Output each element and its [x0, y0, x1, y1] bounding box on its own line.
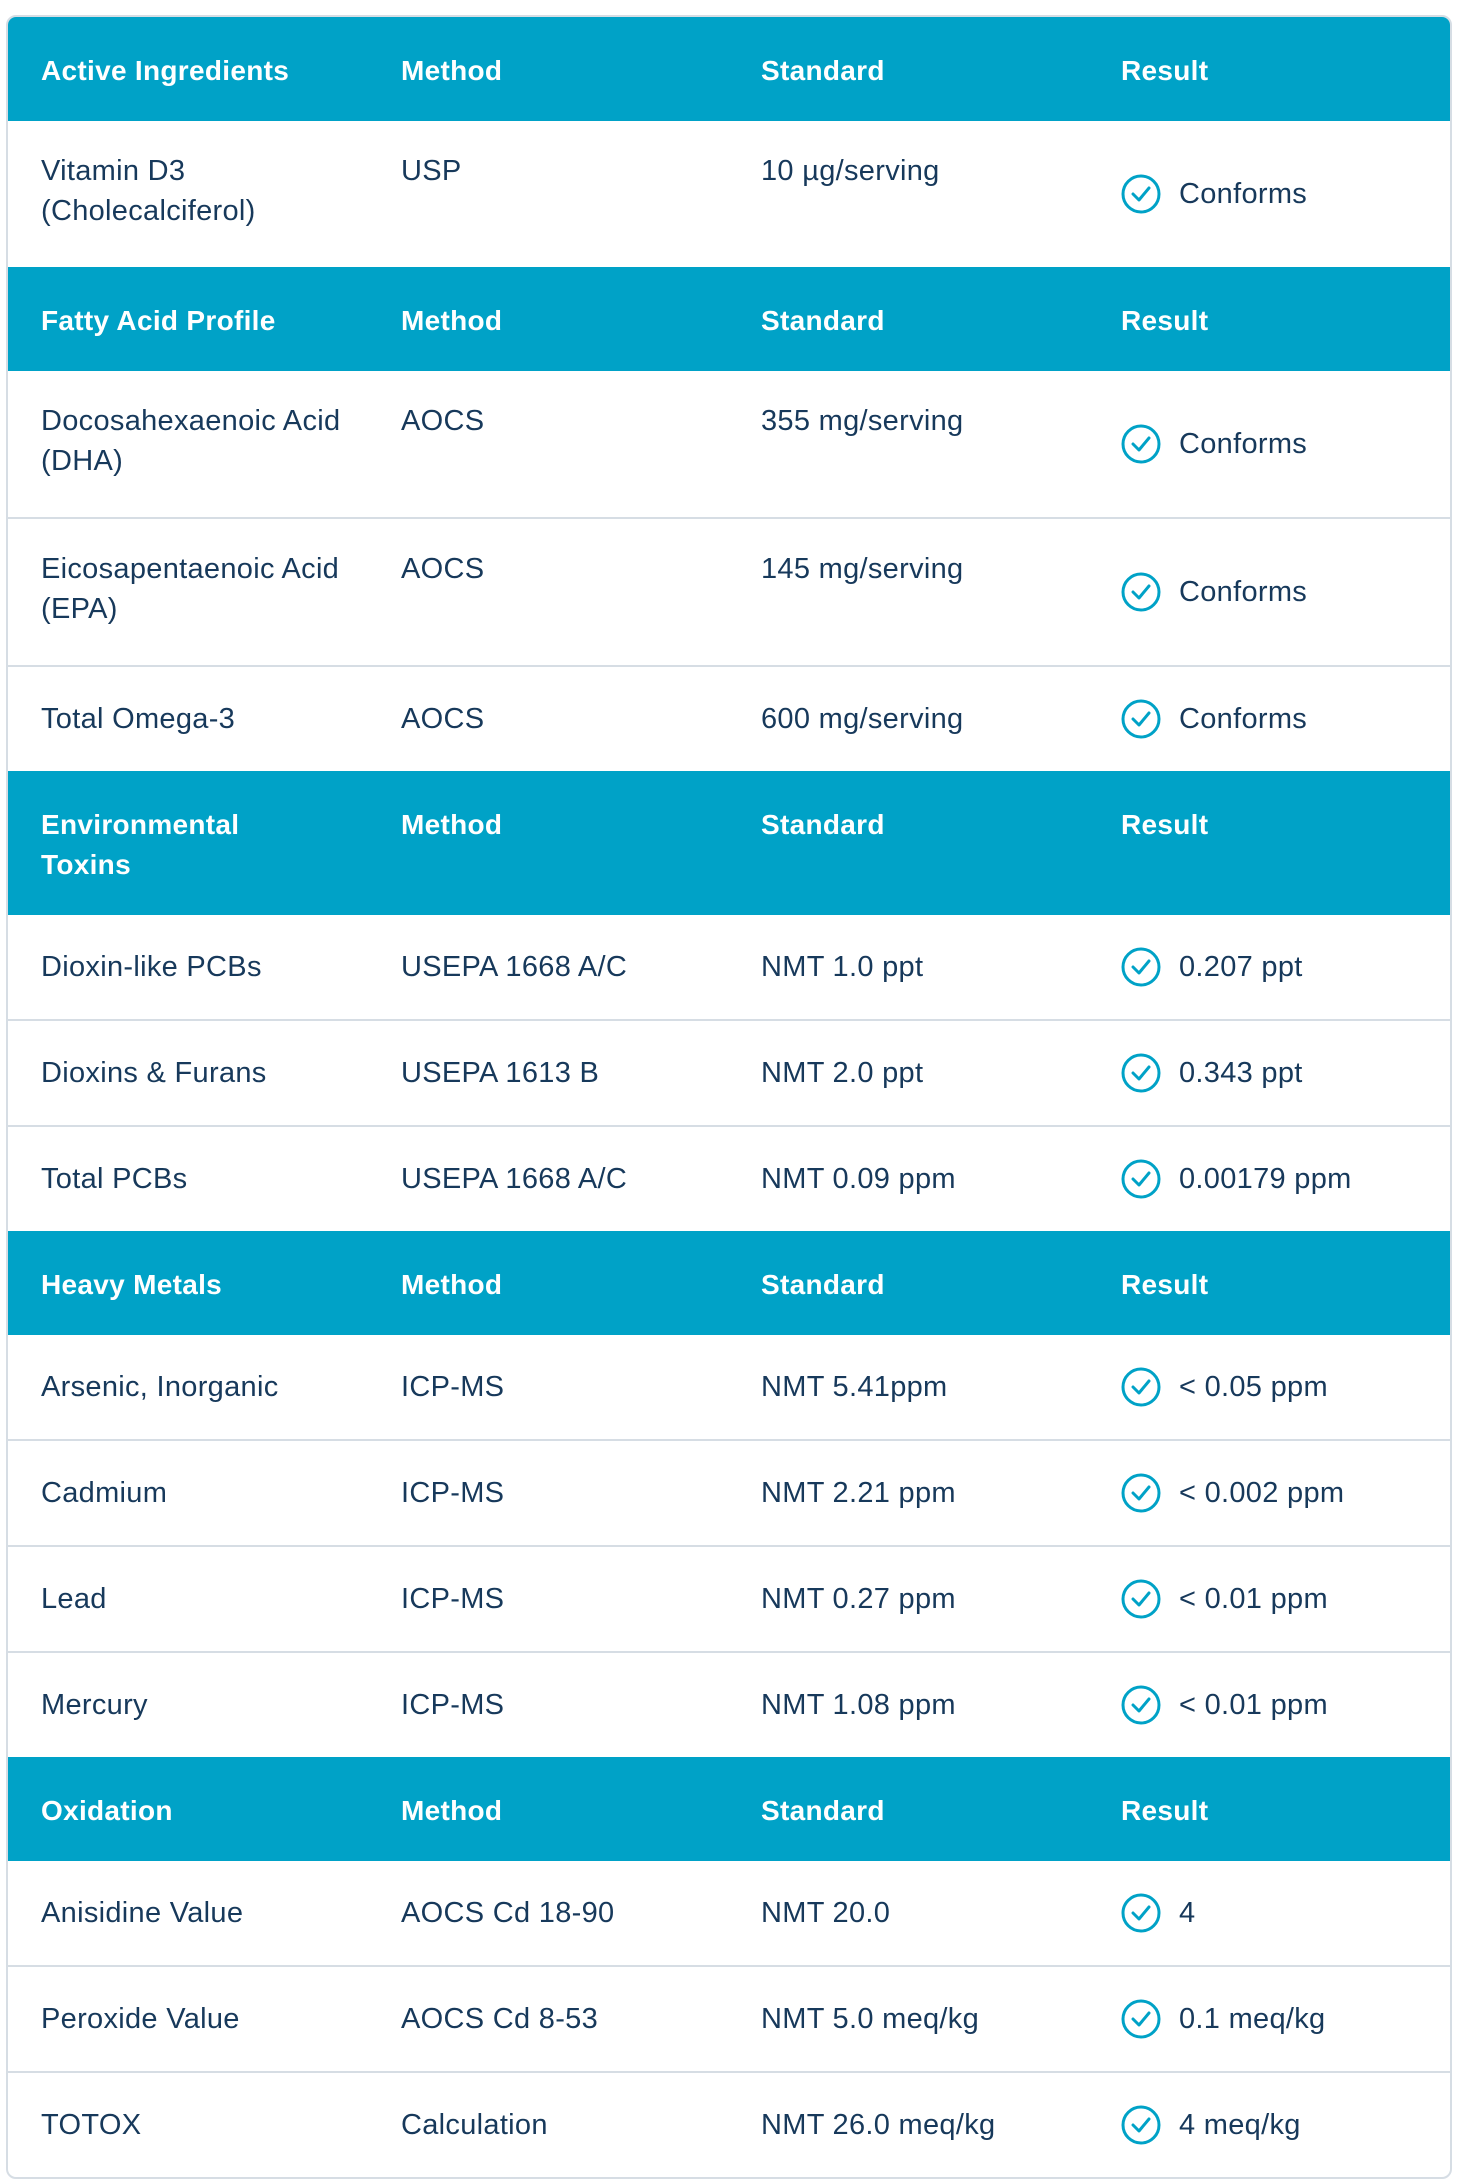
result-cell [1088, 121, 1450, 267]
result-value: 0.207 ppt [1179, 951, 1303, 983]
standard-value: NMT 1.08 ppm [761, 1689, 956, 1721]
column-header-method: Method [401, 809, 503, 840]
check-circle-icon [1121, 1893, 1161, 1933]
table-row [8, 371, 1450, 517]
standard-value: NMT 26.0 meq/kg [761, 2109, 996, 2141]
table-row [8, 1861, 1450, 1965]
method-value: AOCS [401, 703, 485, 735]
check-circle-icon [1121, 2105, 1161, 2145]
column-header-method: Method [401, 305, 503, 336]
result-value: < 0.05 ppm [1179, 1371, 1328, 1403]
table-row [8, 915, 1450, 1019]
column-header-method: Method [401, 1795, 503, 1826]
method-value: Calculation [401, 2109, 548, 2141]
result-cell [1088, 1685, 1450, 1725]
ingredient-name: Peroxide Value [41, 2003, 240, 2035]
result-value: 0.1 meq/kg [1179, 2003, 1326, 2035]
method-value: USEPA 1613 B [401, 1057, 600, 1089]
method-value: ICP-MS [401, 1371, 505, 1403]
result-cell [1088, 519, 1450, 665]
standard-value: NMT 5.41ppm [761, 1371, 948, 1403]
standard-value: NMT 2.0 ppt [761, 1057, 924, 1089]
check-circle-icon [1121, 1159, 1161, 1199]
result-cell [1088, 1159, 1450, 1199]
ingredient-name: Mercury [41, 1689, 148, 1721]
ingredient-name: Dioxins & Furans [41, 1057, 267, 1089]
table-row [8, 1651, 1450, 1757]
result-cell [1088, 371, 1450, 517]
method-value: AOCS Cd 8-53 [401, 2003, 599, 2035]
column-header-standard: Standard [761, 809, 885, 840]
standard-value: NMT 5.0 meq/kg [761, 2003, 980, 2035]
column-header-result: Result [1121, 55, 1209, 86]
section-header-heavy-metals [8, 1231, 1450, 1335]
section-header-oxidation [8, 1757, 1450, 1861]
standard-value: 600 mg/serving [761, 703, 964, 735]
section-header-fatty-acid-profile [8, 267, 1450, 371]
result-value: 0.343 ppt [1179, 1057, 1303, 1089]
standard-value: 355 mg/serving [761, 405, 964, 437]
section-title: Environmental Toxins [41, 809, 240, 880]
column-header-result: Result [1121, 305, 1209, 336]
check-circle-icon [1121, 947, 1161, 987]
result-cell [1088, 1053, 1450, 1093]
check-circle-icon [1121, 1579, 1161, 1619]
table-row [8, 1545, 1450, 1651]
standard-value: NMT 20.0 [761, 1897, 891, 1929]
ingredient-name: Anisidine Value [41, 1897, 244, 1929]
check-circle-icon [1121, 1685, 1161, 1725]
ingredient-name: Eicosapentaenoic Acid (EPA) [41, 553, 340, 625]
table-row [8, 517, 1450, 665]
result-value: < 0.002 ppm [1179, 1477, 1345, 1509]
table-row [8, 121, 1450, 267]
method-value: USEPA 1668 A/C [401, 1163, 628, 1195]
section-title: Oxidation [41, 1795, 173, 1826]
section-header-active-ingredients [8, 17, 1450, 121]
column-header-method: Method [401, 55, 503, 86]
method-value: AOCS Cd 18-90 [401, 1897, 615, 1929]
column-header-standard: Standard [761, 305, 885, 336]
standard-value: NMT 0.09 ppm [761, 1163, 956, 1195]
method-value: USP [401, 155, 462, 187]
method-value: ICP-MS [401, 1583, 505, 1615]
table-row [8, 1125, 1450, 1231]
section-title: Heavy Metals [41, 1269, 223, 1300]
result-value: Conforms [1179, 703, 1308, 735]
standard-value: NMT 0.27 ppm [761, 1583, 956, 1615]
column-header-standard: Standard [761, 1269, 885, 1300]
table-row [8, 1335, 1450, 1439]
column-header-result: Result [1121, 1269, 1209, 1300]
result-cell [1088, 699, 1450, 739]
result-cell [1088, 1999, 1450, 2039]
check-circle-icon [1121, 572, 1161, 612]
result-value: 0.00179 ppm [1179, 1163, 1352, 1195]
table-row [8, 1019, 1450, 1125]
standard-value: NMT 1.0 ppt [761, 951, 924, 983]
result-cell [1088, 1367, 1450, 1407]
column-header-result: Result [1121, 809, 1209, 840]
check-circle-icon [1121, 1473, 1161, 1513]
table-row [8, 2071, 1450, 2177]
result-value: < 0.01 ppm [1179, 1583, 1328, 1615]
section-title: Active Ingredients [41, 55, 290, 86]
result-value: 4 meq/kg [1179, 2109, 1301, 2141]
check-circle-icon [1121, 699, 1161, 739]
column-header-standard: Standard [761, 1795, 885, 1826]
result-value: Conforms [1179, 177, 1308, 210]
result-cell [1088, 1893, 1450, 1933]
column-header-result: Result [1121, 1795, 1209, 1826]
ingredient-name: TOTOX [41, 2109, 142, 2141]
column-header-standard: Standard [761, 55, 885, 86]
section-title: Fatty Acid Profile [41, 305, 276, 336]
standard-value: 145 mg/serving [761, 553, 964, 585]
method-value: USEPA 1668 A/C [401, 951, 628, 983]
method-value: ICP-MS [401, 1477, 505, 1509]
standard-value: NMT 2.21 ppm [761, 1477, 956, 1509]
ingredient-name: Arsenic, Inorganic [41, 1371, 279, 1403]
standard-value: 10 µg/serving [761, 155, 940, 187]
ingredient-name: Docosahexaenoic Acid (DHA) [41, 405, 341, 477]
check-circle-icon [1121, 1053, 1161, 1093]
result-value: 4 [1179, 1897, 1196, 1929]
ingredient-name: Vitamin D3 (Cholecalciferol) [41, 155, 256, 227]
section-header-environmental-toxins [8, 771, 1450, 915]
column-header-method: Method [401, 1269, 503, 1300]
check-circle-icon [1121, 1367, 1161, 1407]
table-row [8, 1439, 1450, 1545]
result-cell [1088, 1473, 1450, 1513]
result-cell [1088, 1579, 1450, 1619]
ingredient-name: Total PCBs [41, 1163, 188, 1195]
ingredient-name: Cadmium [41, 1477, 168, 1509]
method-value: ICP-MS [401, 1689, 505, 1721]
table-row [8, 1965, 1450, 2071]
table-row [8, 665, 1450, 771]
result-value: Conforms [1179, 575, 1308, 608]
check-circle-icon [1121, 424, 1161, 464]
result-cell [1088, 2105, 1450, 2145]
ingredient-name: Lead [41, 1583, 107, 1615]
check-circle-icon [1121, 174, 1161, 214]
result-value: < 0.01 ppm [1179, 1689, 1328, 1721]
check-circle-icon [1121, 1999, 1161, 2039]
ingredient-name: Dioxin-like PCBs [41, 951, 262, 983]
test-results-table [6, 15, 1452, 2179]
method-value: AOCS [401, 405, 485, 437]
method-value: AOCS [401, 553, 485, 585]
result-cell [1088, 947, 1450, 987]
ingredient-name: Total Omega-3 [41, 703, 236, 735]
result-value: Conforms [1179, 427, 1308, 460]
